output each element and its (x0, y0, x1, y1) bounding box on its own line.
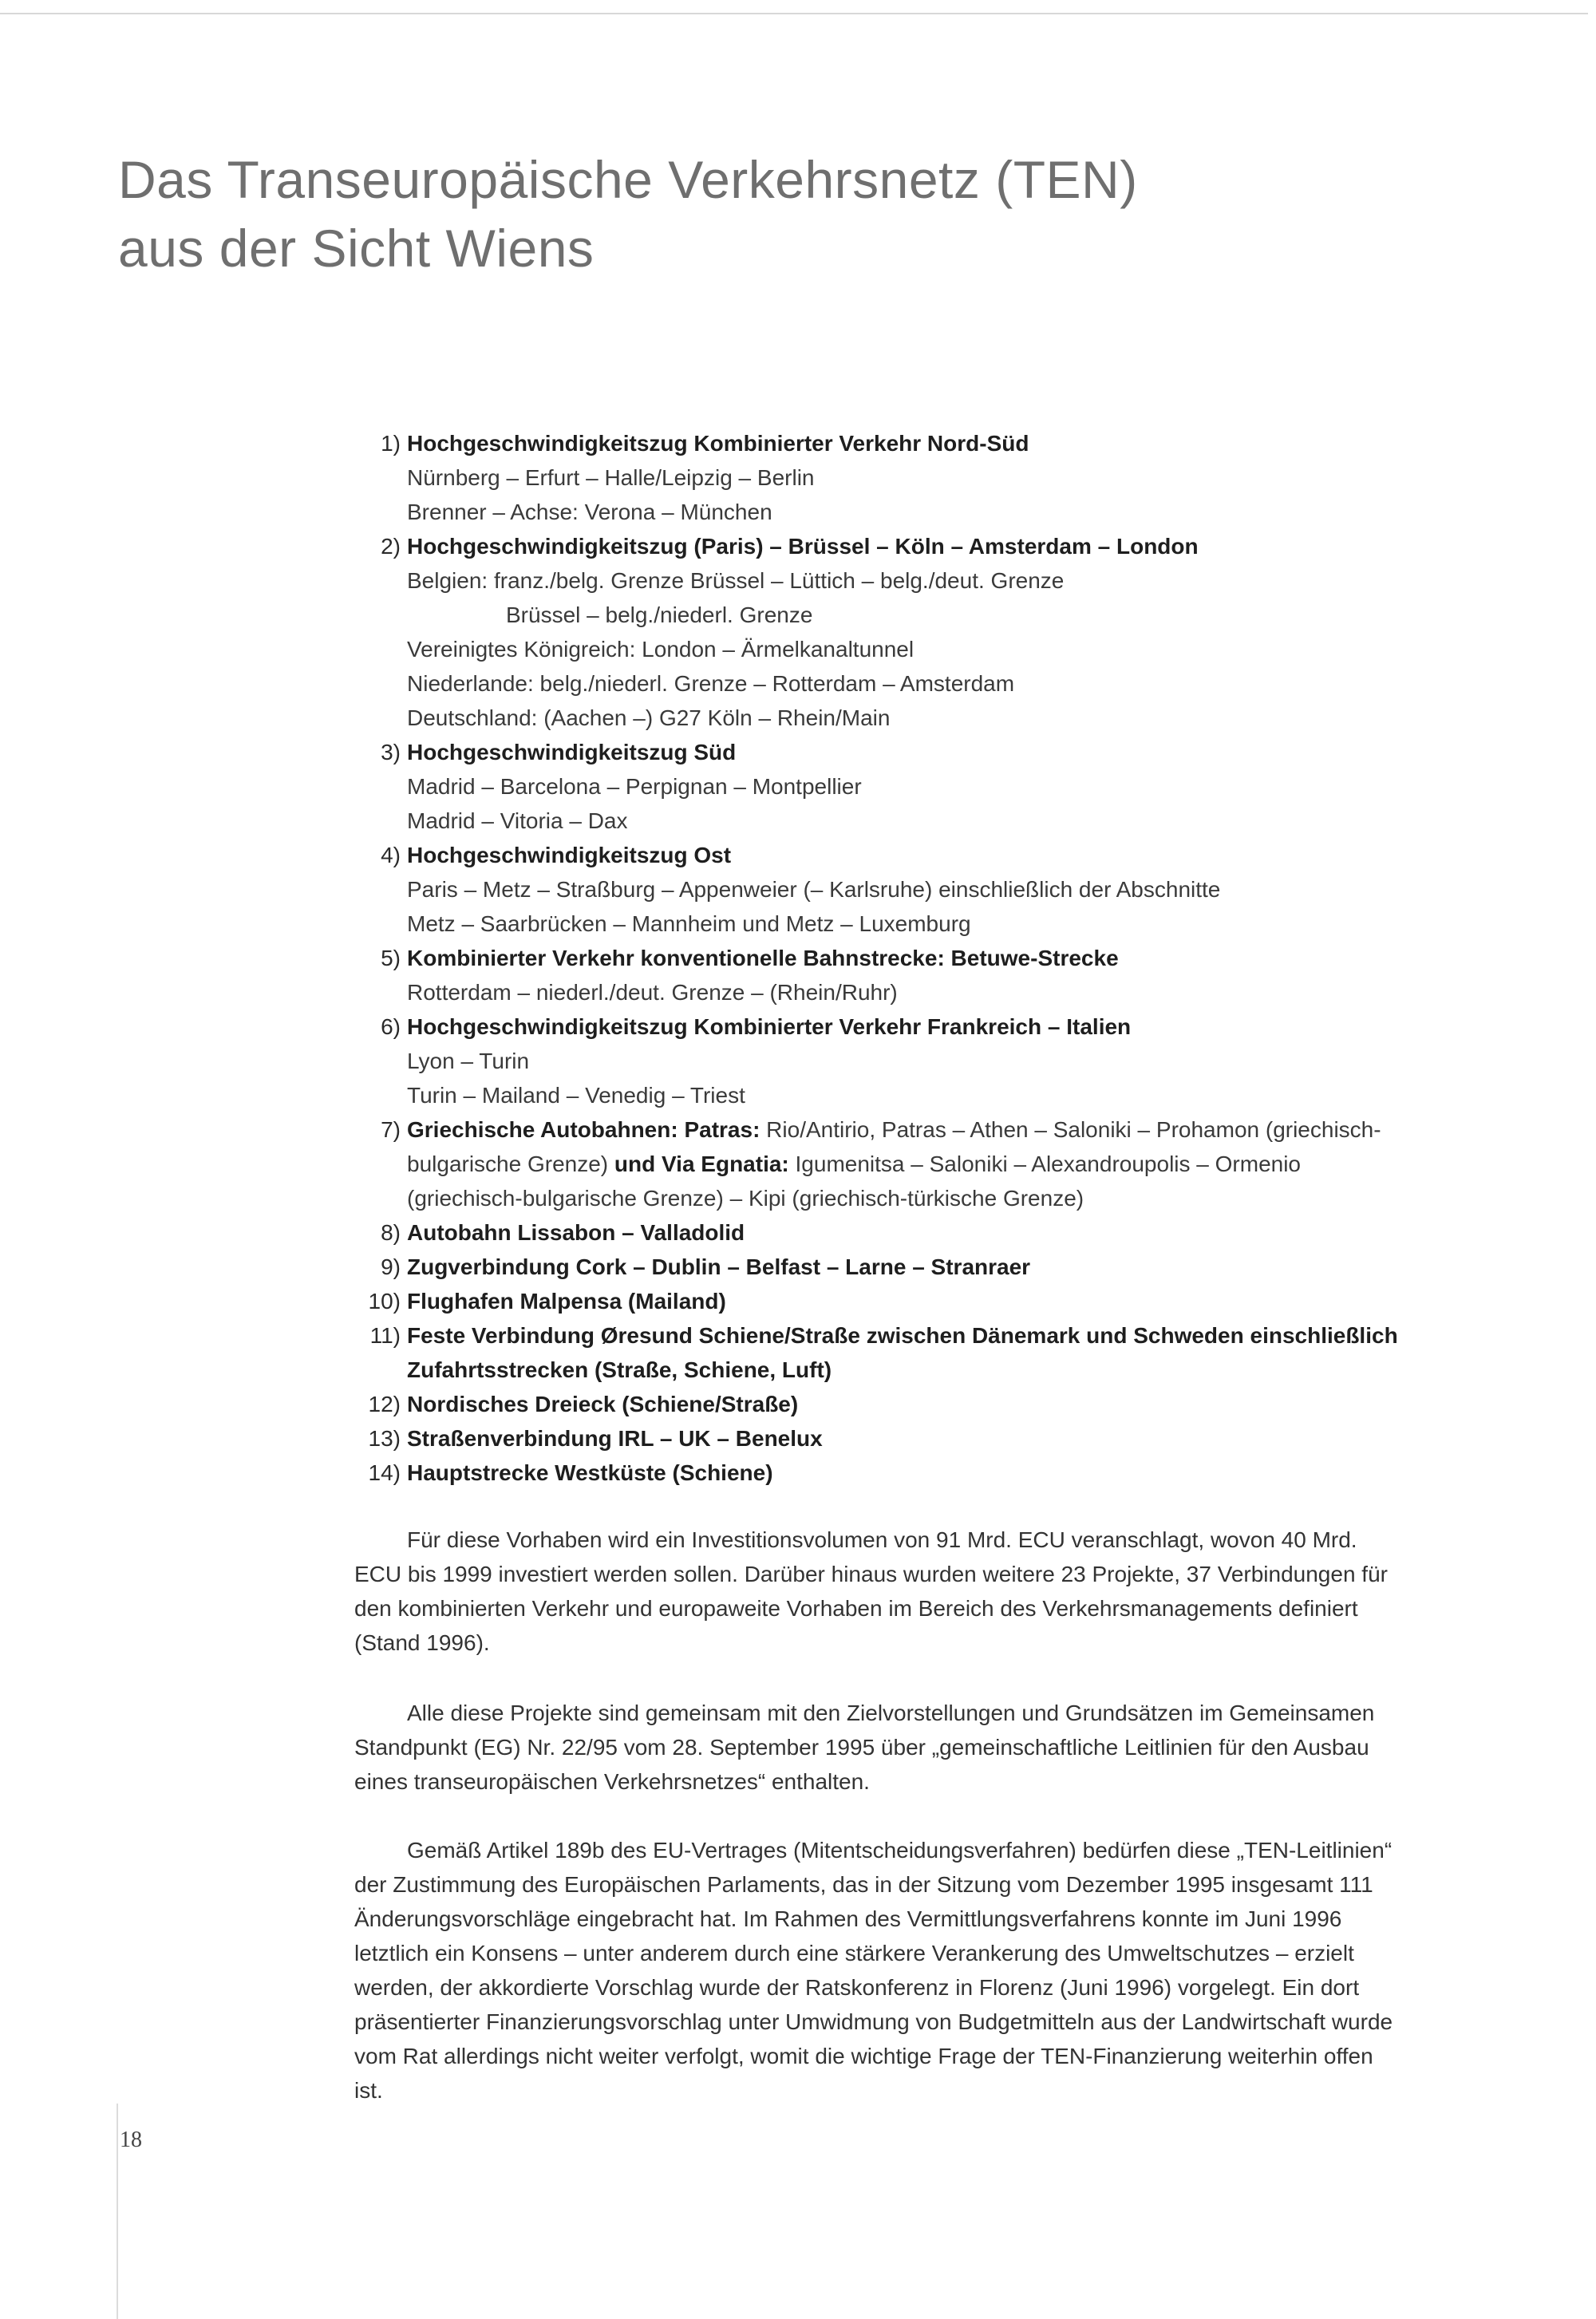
list-item (359, 1250, 1460, 1284)
item-line: Paris – Metz – Straßburg – Appenweier (– Karlsruhe) einschließlich der Abschnitte (407, 877, 1221, 902)
item-heading: Kombinierter Verkehr konventionelle Bahnstrecke: Betuwe-Strecke (407, 946, 1119, 970)
item-line: Turin – Mailand – Venedig – Triest (407, 1083, 745, 1108)
item-text-part: Igumenitsa – Saloniki – Alexandroupolis – Ormenio (788, 1152, 1302, 1176)
body-paragraph-2: Alle diese Projekte sind gemeinsam mit den Zielvorstellungen und Grundsätzen im Gemeinsamen Standpunkt (EG) Nr. 22/95 vom 28. September 1995 über „gemeinschaftliche Leitlinien für den Ausbau eines transeuropäischen Verkehrsnetzes“ enthalten. (354, 1701, 1375, 1794)
list-item (359, 941, 1460, 1009)
item-number: 3) (381, 740, 401, 764)
item-heading-continued: Zufahrtsstrecken (Straße, Schiene, Luft) (407, 1357, 832, 1382)
item-number: 10) (368, 1289, 401, 1314)
item-text-part: (griechisch-bulgarische Grenze) – Kipi (griechisch-türkische Grenze) (407, 1186, 1084, 1211)
item-line: Deutschland: (Aachen –) G27 Köln – Rhein/Main (407, 705, 891, 730)
list-item (359, 838, 1460, 941)
item-heading: Autobahn Lissabon – Valladolid (407, 1220, 745, 1245)
item-heading: Straßenverbindung IRL – UK – Benelux (407, 1426, 823, 1451)
item-heading: Flughafen Malpensa (Mailand) (407, 1289, 726, 1314)
item-number: 14) (368, 1460, 401, 1485)
list-item (359, 1284, 1460, 1318)
item-heading: und Via Egnatia: (608, 1152, 789, 1176)
item-heading: Zugverbindung Cork – Dublin – Belfast – Larne – Stranraer (407, 1254, 1031, 1279)
body-paragraph-3: Gemäß Artikel 189b des EU-Vertrages (Mitentscheidungsverfahren) bedürfen diese „TEN-Leitlinien“ der Zustimmung des Europäischen Parlaments, das in der Sitzung vom Dezember 1995 insgesamt 111 Änderungsvorschläge eingebracht hat. Im Rahmen des Vermittlungsverfahrens konnte im Juni 1996 letztlich ein Konsens – unter anderem durch eine stärkere Verankerung des Umweltschutzes – erzielt werden, der akkordierte Vorschlag wurde der Ratskonferenz in Florenz (Juni 1996) vorgelegt. Ein dort präsentierter Finanzierungsvorschlag unter Umwidmung von Budgetmitteln aus der Landwirtschaft wurde vom Rat allerdings nicht weiter verfolgt, womit die wichtige Frage der TEN-Finanzierung weiterhin offen ist. (354, 1838, 1393, 2103)
item-line: Brenner – Achse: Verona – München (407, 500, 772, 524)
item-number: 13) (368, 1426, 401, 1451)
item-line: Lyon – Turin (407, 1049, 530, 1073)
item-line: Madrid – Barcelona – Perpignan – Montpellier (407, 774, 862, 799)
item-text-part: bulgarische Grenze) (407, 1152, 609, 1176)
item-number: 6) (381, 1014, 401, 1039)
body-paragraph-1: Für diese Vorhaben wird ein Investitionsvolumen von 91 Mrd. ECU veranschlagt, wovon 40 Mrd. ECU bis 1999 investiert werden sollen. Darüber hinaus wurden weitere 23 Projekte, 37 Verbindungen für den kombinierten Verkehr und europaweite Vorhaben im Bereich des Verkehrsmanagements definiert (Stand 1996). (354, 1527, 1388, 1655)
item-line: Belgien: franz./belg. Grenze Brüssel – Lüttich – belg./deut. Grenze (407, 568, 1065, 593)
item-line-indented: Brüssel – belg./niederl. Grenze (506, 602, 813, 627)
list-item (359, 1387, 1460, 1421)
list-item (359, 529, 1460, 735)
item-line: Rotterdam – niederl./deut. Grenze – (Rhein/Ruhr) (407, 980, 898, 1005)
list-item (359, 735, 1460, 838)
list-item (359, 1112, 1460, 1215)
project-list (359, 426, 1460, 1490)
page-title-line2: aus der Sicht Wiens (118, 219, 595, 278)
item-number: 2) (381, 534, 401, 559)
item-heading: Griechische Autobahnen: Patras: (407, 1117, 760, 1142)
item-heading: Hauptstrecke Westküste (Schiene) (407, 1460, 773, 1485)
list-item (359, 426, 1460, 529)
top-rule (0, 13, 1588, 14)
item-line: Vereinigtes Königreich: London – Ärmelkanaltunnel (407, 637, 915, 662)
item-line: Metz – Saarbrücken – Mannheim und Metz – Luxemburg (407, 911, 971, 936)
item-number: 5) (381, 946, 401, 970)
item-heading: Hochgeschwindigkeitszug Ost (407, 843, 732, 867)
item-number: 12) (368, 1392, 401, 1416)
item-heading: Nordisches Dreieck (Schiene/Straße) (407, 1392, 799, 1416)
item-number: 11) (369, 1323, 401, 1348)
item-line: Madrid – Vitoria – Dax (407, 808, 628, 833)
item-heading: Feste Verbindung Øresund Schiene/Straße zwischen Dänemark und Schweden einschließlich (407, 1323, 1398, 1348)
item-heading: Hochgeschwindigkeitszug Süd (407, 740, 737, 764)
page-margin-rule (117, 2104, 118, 2319)
page-title (118, 145, 1395, 282)
item-number: 1) (381, 431, 401, 456)
item-text-part: Rio/Antirio, Patras – Athen – Saloniki – Prohamon (griechisch- (760, 1117, 1381, 1142)
item-number: 4) (381, 843, 401, 867)
item-number: 9) (381, 1254, 401, 1279)
item-line: Niederlande: belg./niederl. Grenze – Rotterdam – Amsterdam (407, 671, 1015, 696)
list-item (359, 1009, 1460, 1112)
item-heading: Hochgeschwindigkeitszug (Paris) – Brüssel – Köln – Amsterdam – London (407, 534, 1199, 559)
list-item (359, 1215, 1460, 1250)
item-line: Nürnberg – Erfurt – Halle/Leipzig – Berlin (407, 465, 815, 490)
item-number: 7) (381, 1117, 401, 1142)
item-text (407, 1112, 1460, 1215)
item-heading: Hochgeschwindigkeitszug Kombinierter Verkehr Frankreich – Italien (407, 1014, 1132, 1039)
item-heading: Hochgeschwindigkeitszug Kombinierter Verkehr Nord-Süd (407, 431, 1029, 456)
list-item (359, 1421, 1460, 1456)
page-number: 18 (120, 2127, 142, 2152)
page-title-line1: Das Transeuropäische Verkehrsnetz (TEN) (118, 150, 1138, 209)
list-item (359, 1318, 1460, 1387)
list-item (359, 1456, 1460, 1490)
item-number: 8) (381, 1220, 401, 1245)
